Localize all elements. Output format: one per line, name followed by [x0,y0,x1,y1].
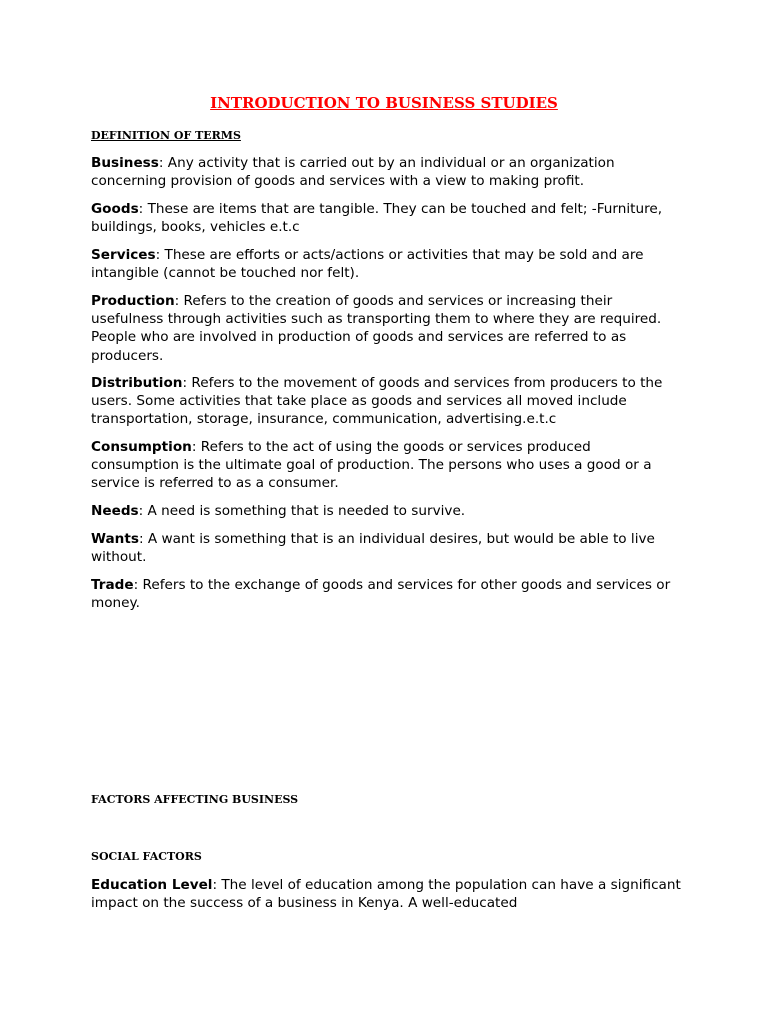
definition-term: Production [91,293,175,309]
definition-text: : A need is something that is needed to survive. [138,503,466,519]
definition-text: : Refers to the movement of goods and services from producers to the users. Some activities that take place as goods and services all moved include transportation, storage, insurance, communication, advertising.e.t.c [91,375,663,428]
definition-text: : Refers to the act of using the goods or services produced consumption is the ultimate goal of production. The persons who uses a good or a service is referred to as a consumer. [91,439,652,492]
definition-text: : A want is something that is an individual desires, but would be able to live without. [91,531,655,566]
definition-term: Consumption [91,439,192,455]
definition-text: : These are items that are tangible. They can be touched and felt; -Furniture, buildings, books, vehicles e.t.c [91,201,663,236]
definition-text: : Any activity that is carried out by an individual or an organization concerning provision of goods and services with a view to making profit. [91,155,615,190]
document-title: INTRODUCTION TO BUSINESS STUDIES [210,94,558,112]
factor-text: : The level of education among the population can have a significant impact on the success of a business in Kenya. A well-educated [91,877,681,912]
definition-term: Distribution [91,375,183,391]
definition-services [91,246,681,282]
definition-needs [91,502,681,520]
definition-goods [91,200,681,236]
definition-term: Wants [91,531,139,547]
definition-term: Business [91,155,159,171]
definition-term: Services [91,247,156,263]
definition-text: : Refers to the creation of goods and services or increasing their usefulness through activities such as transporting them to where they are required. People who are involved in production of goods and services are referred to as producers. [91,293,662,364]
definition-wants [91,530,681,566]
social-factors-heading: SOCIAL FACTORS [91,850,202,863]
definition-distribution [91,374,681,429]
definition-business [91,154,681,190]
definitions-heading: DEFINITION OF TERMS [91,129,241,142]
definition-term: Goods [91,201,139,217]
definition-text: : These are efforts or acts/actions or activities that may be sold and are intangible (cannot be touched nor felt). [91,247,644,282]
definition-consumption [91,438,681,493]
definition-term: Needs [91,503,139,519]
definition-text: : Refers to the exchange of goods and services for other goods and services or money. [91,577,671,612]
definition-trade [91,576,681,612]
factor-term: Education Level [91,877,213,893]
factor-education-level [91,876,681,912]
factors-heading: FACTORS AFFECTING BUSINESS [91,793,299,806]
definition-production [91,292,681,365]
definition-term: Trade [91,577,134,593]
